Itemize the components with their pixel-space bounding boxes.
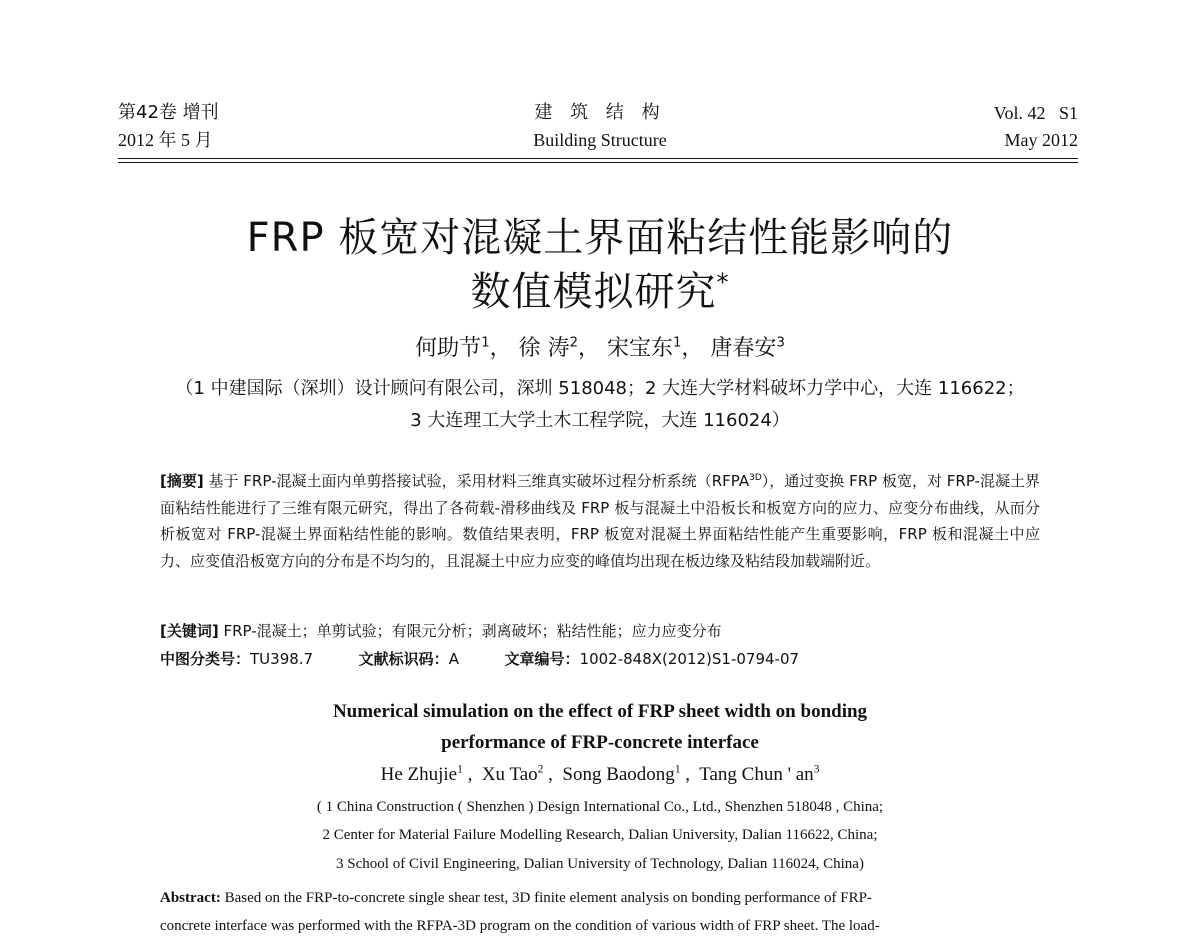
author-zh: 宋宝东 <box>607 336 674 361</box>
classification-line: 中图分类号：TU398.7 文献标识码：A 文章编号：1002-848X(2012)S1-0794-07 <box>160 650 800 668</box>
keywords-zh-label: [关键词] <box>160 622 219 640</box>
title-en-line2: performance of FRP-concrete interface <box>441 732 759 753</box>
journal-volume-zh: 第42卷 增刊 <box>118 102 219 123</box>
document-code: A <box>448 650 459 668</box>
affiliation-zh-line1: （1 中建国际（深圳）设计顾问有限公司，深圳 518048；2 大连大学材料破坏力学中心，大连 116622； <box>175 378 1025 399</box>
author-en: Tang Chun ' an <box>699 764 814 785</box>
author-en: Song Baodong <box>562 764 675 785</box>
authors-zh: 何助节$^1$， 徐 涛$^2$， 宋宝东$^1$， 唐春安$^3$ <box>415 335 785 361</box>
article-number: 1002-848X(2012)S1-0794-07 <box>579 650 800 668</box>
title-zh-line2: 数值模拟研究* <box>470 268 730 315</box>
clc-number: TU398.7 <box>250 650 314 668</box>
journal-name-zh: 建 筑 结 构 <box>534 102 666 123</box>
author-zh: 何助节 <box>415 336 482 361</box>
author-en: Xu Tao <box>481 764 538 785</box>
header-rule-top <box>118 158 1078 159</box>
keywords-zh: [关键词] FRP-混凝土；单剪试验；有限元分析；剥离破坏；粘结性能；应力应变分布 <box>160 622 722 640</box>
header-rule-bottom <box>118 162 1078 163</box>
journal-volume-en: Vol. 42 S1 <box>993 103 1078 123</box>
author-en: He Zhujie <box>380 764 458 785</box>
affiliation-zh-line2: 3 大连理工大学土木工程学院，大连 116024） <box>410 410 790 431</box>
title-en-line1: Numerical simulation on the effect of FRP sheet width on bonding <box>332 701 868 722</box>
affiliation-en-line1: ( 1 China Construction ( Shenzhen ) Design International Co., Ltd., Shenzhen 518048 , China; <box>316 799 884 815</box>
abstract-en-label: Abstract: <box>160 890 221 906</box>
author-zh: 唐春安 <box>710 336 777 361</box>
abstract-en-line1: Abstract: Based on the FRP-to-concrete single shear test, 3D finite element analysis on bonding performance of FRP- <box>160 890 872 906</box>
affiliation-en-line3: 3 School of Civil Engineering, Dalian University of Technology, Dalian 116024, China) <box>336 856 864 872</box>
abstract-zh: [摘要] 基于 FRP-混凝土面内单剪搭接试验，采用材料三维真实破坏过程分析系统$(RFPA^{3D})$，通过变换 FRP 板宽，对 FRP-混凝土界面粘结性能进行了三维有限元研究，得出了各荷载-滑移曲线及 FRP 板与混凝土中沿板长和板宽方向的应力、应变分布曲线，从而分析板宽对 FRP-混凝土界面粘结性能的影响。数值结果表明，FRP 板宽对混凝土界面粘结性能产生重要影响，FRP 板和混凝土中应力、应变值沿板宽方向的分布是不均匀的，且混凝土中应力应变的峰值均出现在板边缘及粘结段加载端附近。 <box>160 472 1040 570</box>
journal-date-en: May 2012 <box>1004 130 1078 150</box>
author-zh: 徐 涛 <box>518 336 570 361</box>
abstract-en-line2: concrete interface was performed with the RFPA-3D program on the condition of various width of FRP sheet. The load- <box>160 918 880 934</box>
abstract-zh-label: [摘要] <box>160 472 204 490</box>
affiliation-en-line2: 2 Center for Material Failure Modelling Research, Dalian University, Dalian 116622, China; <box>322 827 878 843</box>
title-zh-line1: FRP 板宽对混凝土界面粘结性能影响的 <box>246 215 954 261</box>
journal-date-zh: 2012 年 5 月 <box>118 130 213 150</box>
authors-en: He Zhujie$^1$ , Xu Tao$^2$ , Song Baodong$^1$ , Tang Chun ' $an^3$ <box>380 763 820 785</box>
journal-name-en: Building Structure <box>533 130 667 150</box>
